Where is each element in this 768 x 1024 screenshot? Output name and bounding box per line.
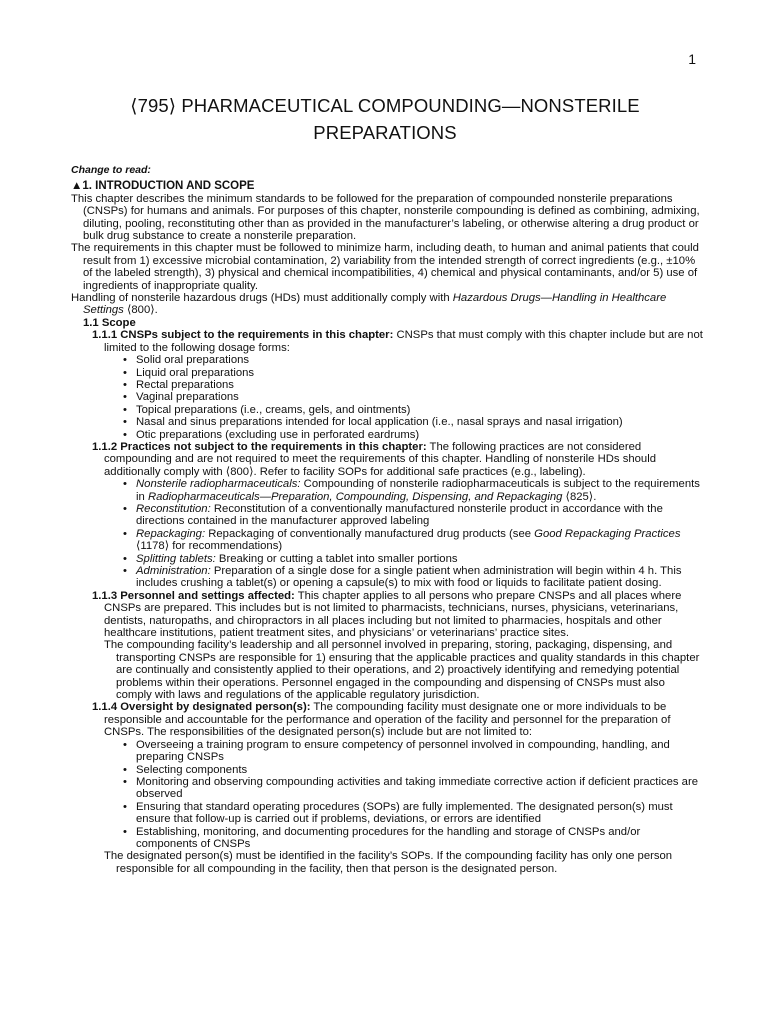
- list-item: • Nasal and sinus preparations intended for local application (i.e., nasal sprays and nasal irrigation): [123, 416, 703, 428]
- item-chapter-number: ⟨1178⟩ for recommendations): [136, 540, 283, 553]
- intro-paragraph-1: This chapter describes the minimum standards to be followed for the preparation of compounded nonsterile preparations (CNSPs) for humans and animals. For purposes of this chapter, nonsterile compounding is defined as combining, admixing, diluting, pooling, reconstituting other than as provided in the manufacturer’s labeling, or otherwise altering a drug product or bulk drug substance to create a nonsterile preparation.: [71, 192, 700, 243]
- item-text: Reconstitution of a conventionally manufactured nonsterile product in accordance with the directions contained in the manufacturer approved labeling: [136, 502, 663, 528]
- subsection-heading: 1.1.3 Personnel and settings affected:: [92, 589, 295, 602]
- subsection-text: The following practices are not considered compounding and are not required to meet the requirements of this chapter. Handling of nonsterile HDs should additionally comply with ⟨800⟩. Refer to facility SOPs for additional safe practices (e.g., labeling).: [104, 440, 656, 478]
- item-label: Reconstitution:: [136, 502, 211, 515]
- item-text: Preparation of a single dose for a single patient when administration will begin within 4 h. This includes crushing a tablet(s) or opening a capsule(s) to mix with food or liquids to facilitate patient dosing.: [136, 565, 682, 590]
- page-title: [60, 92, 710, 146]
- list-item: • Monitoring and observing compounding activities and taking immediate corrective action if deficient practices are observed: [123, 776, 703, 801]
- subsection-paragraph: The designated person(s) must be identified in the facility’s SOPs. If the compounding facility has only one person responsible for all compounding in the facility, then that person is the designated person.: [104, 850, 673, 875]
- list-item: • Liquid oral preparations: [123, 367, 703, 379]
- subsection-heading: 1.1.1 CNSPs subject to the requirements in this chapter:: [92, 329, 394, 342]
- subsection-text: This chapter applies to all persons who prepare CNSPs and all places where CNSPs are prepared. This includes but is not limited to pharmacists, technicians, nurses, physicians, veterinarians, dentists, naturopaths, and chiropractors in all places including but not limited to pharmacies, hospitals and other healthcare institutions, patient treatment sites, and physicians’ or veterinarians’ practice sites.: [104, 589, 682, 640]
- item-text: Breaking or cutting a tablet into smaller portions: [215, 552, 458, 565]
- hd-text: Handling of nonsterile hazardous drugs (HDs) must additionally comply with: [71, 292, 453, 305]
- item-label: Administration:: [136, 565, 211, 577]
- list-item: [123, 478, 703, 503]
- list-item: • Topical preparations (i.e., creams, gels, and ointments): [123, 404, 703, 416]
- subsection-text: The compounding facility must designate one or more individuals to be responsible and accountable for the performance and operation of the facility and personnel for the preparation of CNSPs. The responsibilities of the designated person(s) include but are not limited to:: [104, 701, 671, 739]
- intro-paragraph-2: The requirements in this chapter must be followed to minimize harm, including death, to human and animal patients that could result from 1) excessive microbial contamination, 2) variability from the intended strength of correct ingredients (e.g., ±10% of the labeled strength), 3) physical and chemical incompatibilities, 4) chemical and physical contaminants, and/or 5) use of ingredients of inappropriate quality.: [71, 242, 699, 292]
- title-line-2: PREPARATIONS: [313, 122, 457, 143]
- item-label: Splitting tablets:: [136, 552, 216, 565]
- chapter-body: [71, 164, 703, 875]
- subsection-heading: 1.1.4 Oversight by designated person(s):: [92, 701, 311, 714]
- item-chapter-ref: Radiopharmaceuticals—Preparation, Compounding, Dispensing, and Repackaging: [147, 490, 563, 503]
- subsection-1-1-3: [92, 590, 703, 640]
- list-item: • Vaginal preparations: [123, 391, 703, 403]
- list-item: • Rectal preparations: [123, 379, 703, 391]
- title-line-1: ⟨795⟩ PHARMACEUTICAL COMPOUNDING—NONSTERILE: [130, 95, 640, 116]
- subsection-heading: 1.1.2 Practices not subject to the requirements in this chapter:: [92, 440, 427, 453]
- dosage-form-list: [123, 354, 703, 441]
- item-label: Repackaging:: [136, 527, 206, 540]
- list-item: • Otic preparations (excluding use in perforated eardrums): [123, 429, 703, 441]
- subsection-1-1-1: [92, 329, 703, 354]
- section-heading: ▲1. INTRODUCTION AND SCOPE: [71, 180, 255, 193]
- item-chapter-ref: Good Repackaging Practices: [534, 527, 681, 540]
- list-item: • Solid oral preparations: [123, 354, 703, 366]
- excluded-practices-list: [123, 478, 703, 590]
- subsection-1-1-2: [92, 441, 703, 478]
- responsibilities-list: [123, 739, 703, 851]
- list-item: [123, 553, 703, 565]
- list-item: • Ensuring that standard operating procedures (SOPs) are fully implemented. The designated person(s) must ensure that follow-up is carried out if problems, deviations, or errors are identified: [123, 801, 703, 826]
- list-item: • Selecting components: [123, 764, 703, 776]
- list-item: • Establishing, monitoring, and documenting procedures for the handling and storage of CNSPs and/or components of CNSPs: [123, 826, 703, 851]
- item-label: Nonsterile radiopharmaceuticals:: [136, 478, 301, 491]
- subsection-paragraph: The compounding facility’s leadership and all personnel involved in preparing, storing, packaging, dispensing, and transporting CNSPs are responsible for 1) ensuring that the applicable practices and quality standards in this chapter are continually and consistently applied to their operations, and 2) proactively identifying and remedying potential problems within their operations. Personnel engaged in the compounding and dispensing of CNSPs must also comply with laws and regulations of the applicable regulatory jurisdiction.: [104, 639, 700, 702]
- hd-chapter-number: ⟨800⟩.: [123, 304, 158, 317]
- list-item: [123, 565, 703, 590]
- list-item: [123, 503, 703, 528]
- page-number: 1: [688, 51, 696, 67]
- list-item: [123, 528, 703, 553]
- item-chapter-number: ⟨825⟩.: [562, 490, 597, 503]
- change-note: Change to read:: [71, 164, 151, 176]
- item-text: Repackaging of conventionally manufactured drug products (see: [205, 527, 535, 540]
- hd-paragraph: [71, 292, 703, 317]
- item-text: Compounding of nonsterile radiopharmaceuticals is subject to the requirements in: [136, 478, 700, 503]
- subsection-1-1-4: [92, 701, 703, 738]
- hd-chapter-ref: Hazardous Drugs—Handling in Healthcare Settings: [83, 292, 667, 317]
- scope-heading: 1.1 Scope: [83, 316, 136, 329]
- list-item: • Overseeing a training program to ensure competency of personnel involved in compounding, handling, and preparing CNSPs: [123, 739, 703, 764]
- subsection-text: CNSPs that must comply with this chapter include but are not limited to the following dosage forms:: [104, 329, 703, 354]
